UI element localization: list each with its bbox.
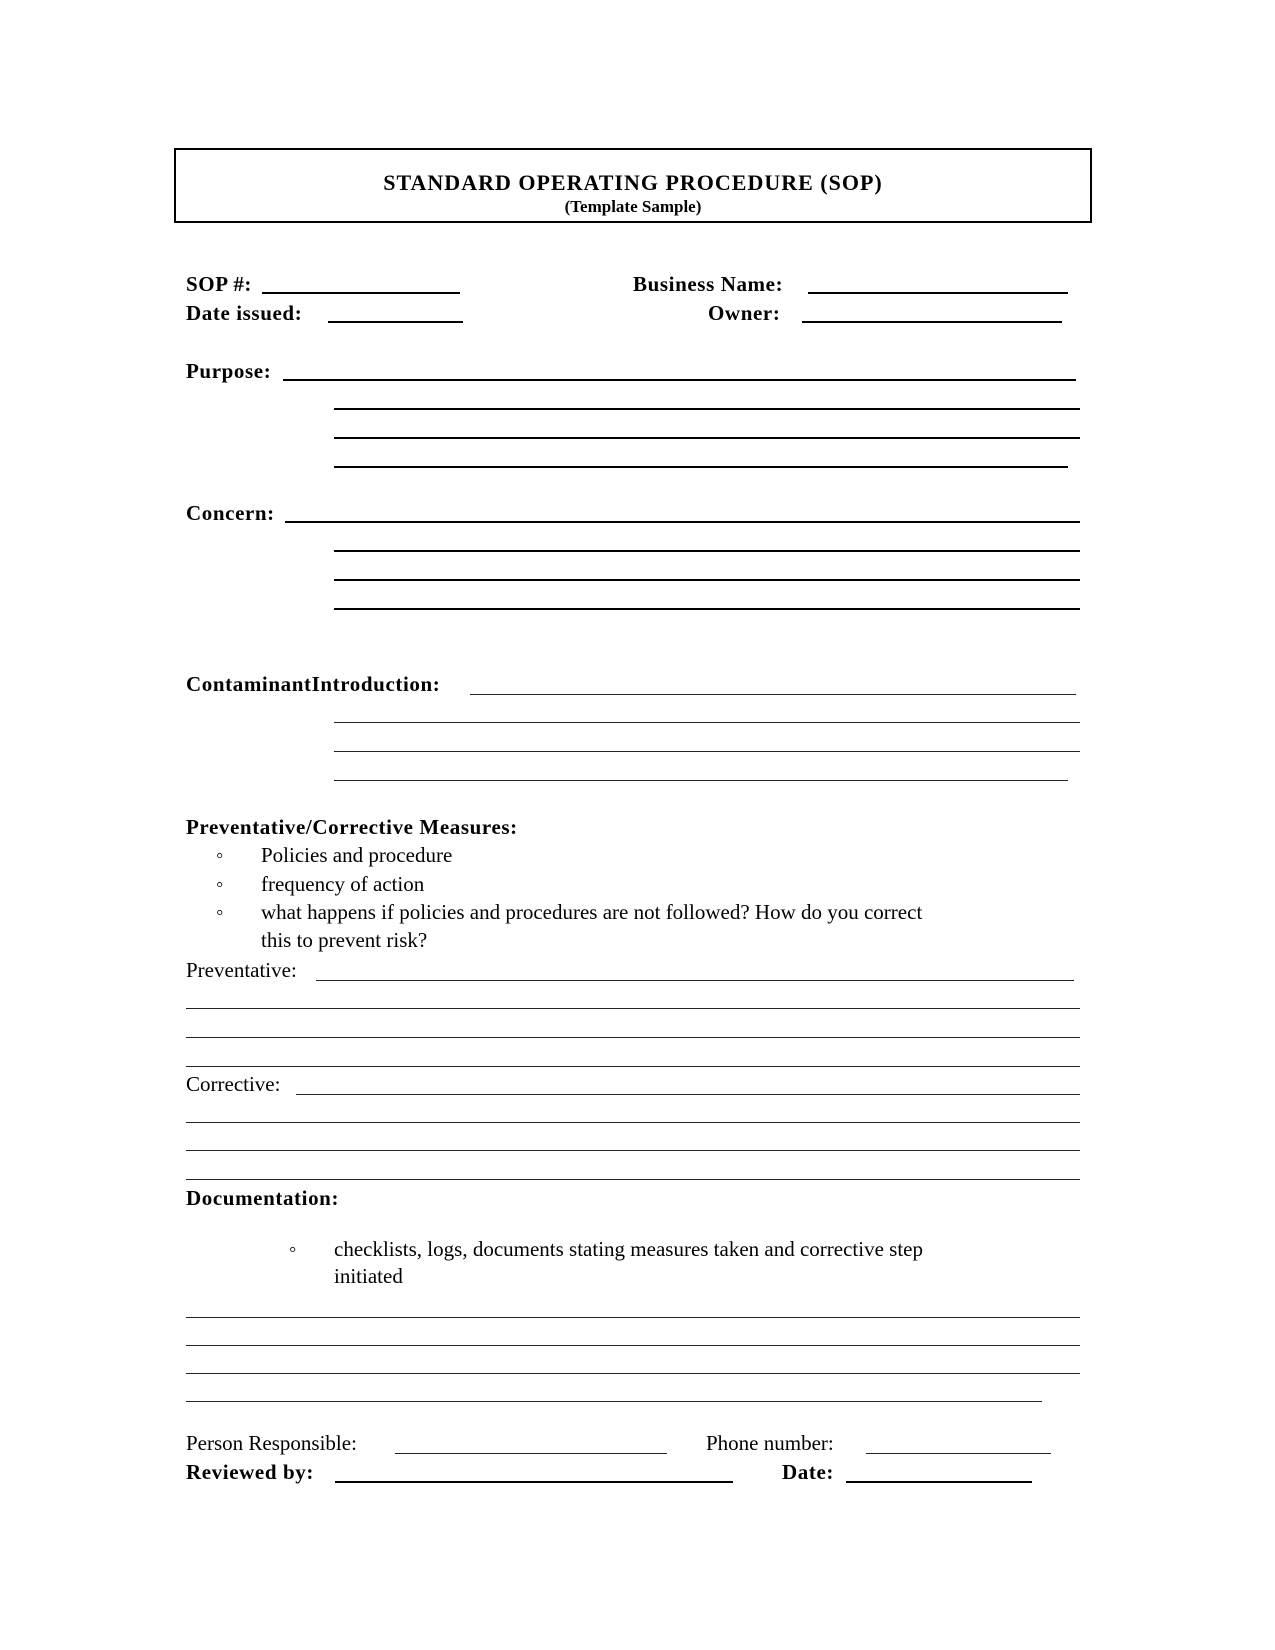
measures-heading: Preventative/Corrective Measures:: [186, 815, 518, 839]
bullet-icon: ◦: [289, 1237, 297, 1261]
page-subtitle: (Template Sample): [564, 197, 702, 216]
sop-number-label: SOP #:: [186, 272, 253, 296]
documentation-bullet-continued: initiated: [334, 1264, 403, 1288]
bullet-icon: ◦: [216, 843, 224, 867]
measures-bullet: what happens if policies and procedures are not followed? How do you correct: [261, 900, 923, 924]
preventative-label: Preventative:: [186, 958, 297, 982]
contaminant-field[interactable]: [470, 694, 1076, 695]
person-responsible-field[interactable]: [395, 1453, 667, 1454]
measures-bullet: Policies and procedure: [261, 843, 453, 867]
documentation-heading: Documentation:: [186, 1186, 340, 1210]
preventative-line[interactable]: [186, 1008, 1080, 1009]
contaminant-line[interactable]: [334, 751, 1080, 752]
contaminant-line[interactable]: [334, 780, 1068, 781]
page-title: STANDARD OPERATING PROCEDURE (SOP): [383, 170, 883, 195]
concern-line[interactable]: [334, 608, 1080, 610]
concern-line[interactable]: [334, 579, 1080, 581]
owner-field[interactable]: [802, 321, 1062, 323]
measures-bullet: frequency of action: [261, 872, 425, 896]
documentation-line[interactable]: [186, 1401, 1042, 1402]
concern-label: Concern:: [186, 501, 275, 525]
purpose-line[interactable]: [334, 408, 1080, 410]
documentation-line[interactable]: [186, 1373, 1080, 1374]
measures-bullet-continued: this to prevent risk?: [261, 928, 428, 952]
bullet-icon: ◦: [216, 900, 224, 924]
corrective-line[interactable]: [186, 1150, 1080, 1151]
business-name-label: Business Name:: [633, 272, 784, 296]
purpose-line[interactable]: [334, 466, 1068, 468]
reviewed-by-label: Reviewed by:: [186, 1460, 314, 1484]
date-issued-field[interactable]: [328, 321, 463, 323]
reviewed-by-field[interactable]: [335, 1481, 733, 1483]
person-responsible-label: Person Responsible:: [186, 1431, 357, 1455]
owner-label: Owner:: [708, 301, 781, 325]
preventative-field[interactable]: [316, 980, 1074, 981]
purpose-field[interactable]: [283, 379, 1076, 381]
contaminant-label: ContaminantIntroduction:: [186, 672, 441, 696]
bullet-icon: ◦: [216, 872, 224, 896]
preventative-line[interactable]: [186, 1066, 1080, 1067]
concern-field[interactable]: [285, 521, 1080, 523]
preventative-line[interactable]: [186, 1037, 1080, 1038]
date-issued-label: Date issued:: [186, 301, 303, 325]
corrective-line[interactable]: [186, 1179, 1080, 1180]
contaminant-line[interactable]: [334, 722, 1080, 723]
phone-number-label: Phone number:: [706, 1431, 834, 1455]
documentation-line[interactable]: [186, 1345, 1080, 1346]
corrective-label: Corrective:: [186, 1072, 281, 1096]
documentation-line[interactable]: [186, 1317, 1080, 1318]
date-field[interactable]: [846, 1481, 1032, 1483]
sop-number-field[interactable]: [262, 292, 460, 294]
business-name-field[interactable]: [808, 292, 1068, 294]
purpose-line[interactable]: [334, 437, 1080, 439]
corrective-line[interactable]: [186, 1122, 1080, 1123]
phone-number-field[interactable]: [866, 1453, 1051, 1454]
documentation-bullet: checklists, logs, documents stating measures taken and corrective step: [334, 1237, 923, 1261]
concern-line[interactable]: [334, 550, 1080, 552]
title-box: [174, 148, 1092, 223]
purpose-label: Purpose:: [186, 359, 272, 383]
date-label: Date:: [782, 1460, 834, 1484]
corrective-field[interactable]: [296, 1094, 1080, 1095]
